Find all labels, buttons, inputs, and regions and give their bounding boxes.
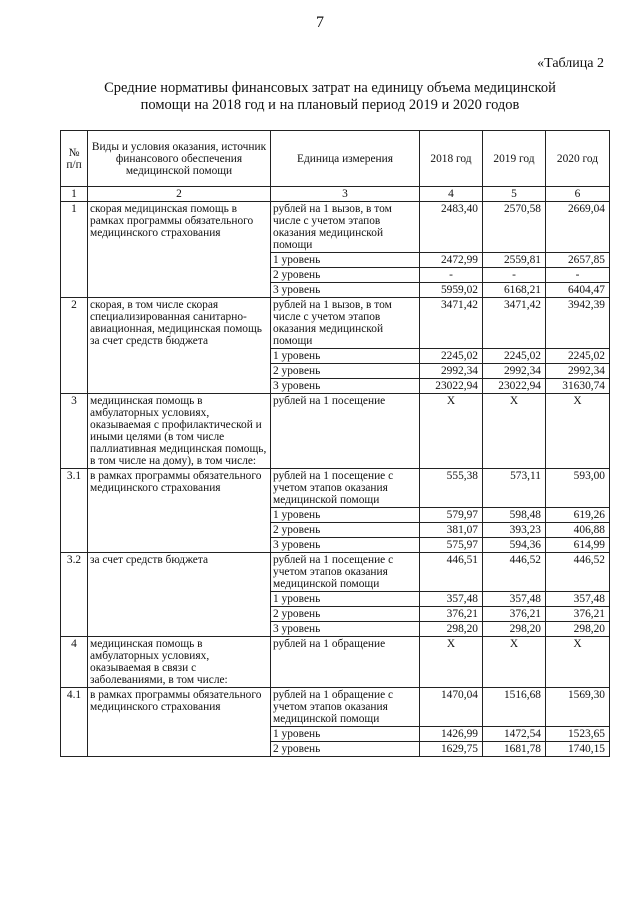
value-2018: 23022,94	[420, 379, 483, 394]
service-type: в рамках программы обязательного медицинского страхования	[88, 688, 271, 757]
value-2018: 1629,75	[420, 742, 483, 757]
unit-of-measure: 2 уровень	[271, 607, 420, 622]
table-row	[61, 688, 610, 727]
value-2020: 614,99	[546, 538, 610, 553]
column-number: 2	[88, 187, 271, 202]
unit-of-measure: рублей на 1 обращение с учетом этапов оказания медицинской помощи	[271, 688, 420, 727]
value-2020: 357,48	[546, 592, 610, 607]
value-2018: 2992,34	[420, 364, 483, 379]
value-2020: 2992,34	[546, 364, 610, 379]
value-2020: X	[546, 637, 610, 688]
unit-of-measure: 3 уровень	[271, 283, 420, 298]
value-2018: 357,48	[420, 592, 483, 607]
value-2018: 575,97	[420, 538, 483, 553]
header-2018: 2018 год	[420, 131, 483, 187]
table-row	[61, 553, 610, 592]
row-number: 1	[61, 202, 88, 298]
page-number: 7	[316, 14, 324, 31]
unit-of-measure: 2 уровень	[271, 268, 420, 283]
unit-of-measure: рублей на 1 посещение с учетом этапов оказания медицинской помощи	[271, 553, 420, 592]
value-2020: 3942,39	[546, 298, 610, 349]
column-number: 5	[483, 187, 546, 202]
value-2018: 555,38	[420, 469, 483, 508]
header-2019: 2019 год	[483, 131, 546, 187]
header-2020: 2020 год	[546, 131, 610, 187]
value-2020: 2245,02	[546, 349, 610, 364]
value-2020: 593,00	[546, 469, 610, 508]
unit-of-measure: 3 уровень	[271, 622, 420, 637]
value-2020: 376,21	[546, 607, 610, 622]
value-2019: 573,11	[483, 469, 546, 508]
value-2020: 298,20	[546, 622, 610, 637]
column-number-row	[61, 187, 610, 202]
unit-of-measure: рублей на 1 посещение с учетом этапов оказания медицинской помощи	[271, 469, 420, 508]
service-type: медицинская помощь в амбулаторных условиях, оказываемая в связи с заболеваниями, в том числе:	[88, 637, 271, 688]
value-2018: 5959,02	[420, 283, 483, 298]
unit-of-measure: 2 уровень	[271, 523, 420, 538]
column-number: 1	[61, 187, 88, 202]
table-row	[61, 298, 610, 349]
unit-of-measure: 2 уровень	[271, 364, 420, 379]
value-2019: 376,21	[483, 607, 546, 622]
row-number: 4	[61, 637, 88, 688]
value-2020: -	[546, 268, 610, 283]
value-2019: 6168,21	[483, 283, 546, 298]
value-2018: X	[420, 394, 483, 469]
value-2020: 2669,04	[546, 202, 610, 253]
unit-of-measure: 1 уровень	[271, 592, 420, 607]
value-2019: 2559,81	[483, 253, 546, 268]
value-2018: 446,51	[420, 553, 483, 592]
value-2019: X	[483, 637, 546, 688]
value-2020: 6404,47	[546, 283, 610, 298]
header-num: № п/п	[61, 131, 88, 187]
value-2018: 376,21	[420, 607, 483, 622]
value-2019: 2992,34	[483, 364, 546, 379]
unit-of-measure: рублей на 1 посещение	[271, 394, 420, 469]
value-2018: 579,97	[420, 508, 483, 523]
value-2018: -	[420, 268, 483, 283]
value-2018: X	[420, 637, 483, 688]
value-2018: 1426,99	[420, 727, 483, 742]
value-2019: -	[483, 268, 546, 283]
value-2018: 2472,99	[420, 253, 483, 268]
service-type: медицинская помощь в амбулаторных условиях, оказываемая с профилактической и иными целями (в том числе паллиативная медицинская помощь, в том числе на дому), в том числе:	[88, 394, 271, 469]
unit-of-measure: рублей на 1 обращение	[271, 637, 420, 688]
page-title	[60, 80, 600, 114]
value-2019: 393,23	[483, 523, 546, 538]
value-2018: 3471,42	[420, 298, 483, 349]
table-reference: «Таблица 2	[537, 56, 604, 71]
value-2020: 1523,65	[546, 727, 610, 742]
row-number: 2	[61, 298, 88, 394]
service-type: в рамках программы обязательного медицинского страхования	[88, 469, 271, 553]
value-2020: X	[546, 394, 610, 469]
value-2020: 2657,85	[546, 253, 610, 268]
unit-of-measure: 3 уровень	[271, 538, 420, 553]
value-2019: 298,20	[483, 622, 546, 637]
service-type: скорая, в том числе скорая специализированная санитарно-авиационная, медицинская помощь за счет средств бюджета	[88, 298, 271, 394]
header-row	[61, 131, 610, 187]
column-number: 3	[271, 187, 420, 202]
value-2019: 598,48	[483, 508, 546, 523]
table-row	[61, 202, 610, 253]
value-2019: 2570,58	[483, 202, 546, 253]
table-row	[61, 469, 610, 508]
table-row	[61, 394, 610, 469]
header-unit: Единица измерения	[271, 131, 420, 187]
value-2019: 3471,42	[483, 298, 546, 349]
unit-of-measure: рублей на 1 вызов, в том числе с учетом этапов оказания медицинской помощи	[271, 298, 420, 349]
service-type: за счет средств бюджета	[88, 553, 271, 637]
value-2020: 446,52	[546, 553, 610, 592]
unit-of-measure: 3 уровень	[271, 379, 420, 394]
value-2018: 298,20	[420, 622, 483, 637]
value-2019: 1681,78	[483, 742, 546, 757]
row-number: 3.1	[61, 469, 88, 553]
value-2020: 406,88	[546, 523, 610, 538]
unit-of-measure: 1 уровень	[271, 349, 420, 364]
value-2020: 1569,30	[546, 688, 610, 727]
unit-of-measure: рублей на 1 вызов, в том числе с учетом этапов оказания медицинской помощи	[271, 202, 420, 253]
title-line-1: Средние нормативы финансовых затрат на единицу объема медицинской	[104, 80, 556, 96]
unit-of-measure: 2 уровень	[271, 742, 420, 757]
value-2018: 2245,02	[420, 349, 483, 364]
value-2019: 1516,68	[483, 688, 546, 727]
value-2019: 1472,54	[483, 727, 546, 742]
row-number: 3.2	[61, 553, 88, 637]
value-2019: 446,52	[483, 553, 546, 592]
value-2019: 2245,02	[483, 349, 546, 364]
value-2019: X	[483, 394, 546, 469]
value-2020: 1740,15	[546, 742, 610, 757]
column-number: 6	[546, 187, 610, 202]
value-2019: 594,36	[483, 538, 546, 553]
unit-of-measure: 1 уровень	[271, 508, 420, 523]
row-number: 4.1	[61, 688, 88, 757]
cost-standards-table	[60, 130, 610, 757]
value-2018: 2483,40	[420, 202, 483, 253]
value-2020: 619,26	[546, 508, 610, 523]
service-type: скорая медицинская помощь в рамках программы обязательного медицинского страхования	[88, 202, 271, 298]
unit-of-measure: 1 уровень	[271, 253, 420, 268]
table-row	[61, 637, 610, 688]
header-name: Виды и условия оказания, источник финансового обеспечения медицинской помощи	[88, 131, 271, 187]
value-2019: 23022,94	[483, 379, 546, 394]
value-2020: 31630,74	[546, 379, 610, 394]
row-number: 3	[61, 394, 88, 469]
title-line-2: помощи на 2018 год и на плановый период 2019 и 2020 годов	[140, 97, 520, 113]
value-2019: 357,48	[483, 592, 546, 607]
value-2018: 1470,04	[420, 688, 483, 727]
value-2018: 381,07	[420, 523, 483, 538]
unit-of-measure: 1 уровень	[271, 727, 420, 742]
column-number: 4	[420, 187, 483, 202]
table-body	[61, 131, 610, 757]
